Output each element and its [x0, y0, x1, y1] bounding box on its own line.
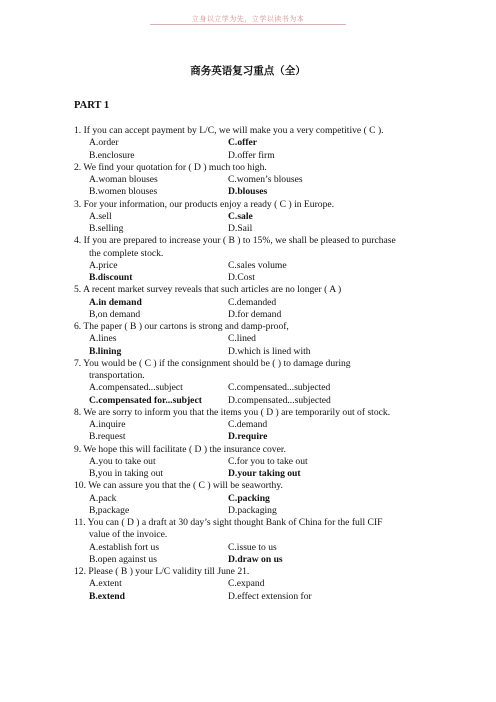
answer-option: B,package	[89, 504, 130, 516]
question-item	[74, 199, 434, 236]
question-text: 11. You can ( D ) a draft at 30 day’s sight thought Bank of China for the full CIF	[74, 517, 383, 528]
answer-option: D.which is lined with	[228, 345, 311, 357]
answer-options	[74, 211, 434, 236]
question-item	[74, 444, 434, 481]
question-text-continued: the complete stock.	[89, 247, 164, 259]
question-text: 8. We are sorry to inform you that the items you ( D ) are temporarily out of stock.	[74, 406, 391, 418]
answer-options	[74, 297, 434, 322]
option-row	[89, 297, 434, 309]
answer-option: B.request	[89, 431, 126, 443]
question-item	[74, 284, 434, 321]
answer-option: C.women’s blouses	[228, 174, 303, 185]
header-divider	[150, 24, 346, 25]
answer-option: C.for you to take out	[228, 455, 308, 467]
answer-option: A.you to take out	[89, 455, 156, 467]
option-row	[89, 223, 434, 235]
question-item	[74, 517, 434, 566]
question-text-continued: transportation.	[89, 370, 145, 381]
question-item	[74, 407, 434, 444]
answer-option: A.sell	[89, 210, 112, 222]
option-row	[89, 333, 434, 345]
question-text: 12. Please ( B ) your L/C validity till June 21.	[74, 566, 250, 577]
correct-answer-option: B.discount	[89, 272, 133, 283]
option-row	[89, 309, 434, 321]
question-item	[74, 162, 434, 199]
answer-option: D.for demand	[228, 308, 282, 320]
answer-option: C.lined	[228, 333, 256, 345]
answer-option: A.establish fort us	[89, 541, 160, 553]
answer-options	[74, 419, 434, 444]
answer-options	[74, 260, 434, 285]
answer-option: D.compensated...subjected	[228, 394, 331, 406]
question-text: 6. The paper ( B ) our cartons is strong and damp-proof,	[74, 321, 289, 332]
answer-options	[74, 542, 434, 567]
answer-option: B.selling	[89, 223, 124, 234]
answer-option: B.enclosure	[89, 149, 135, 161]
answer-option: C.expand	[228, 578, 265, 590]
answer-option: D.Cost	[228, 272, 255, 283]
answer-option: B,on demand	[89, 308, 141, 320]
option-row	[89, 382, 434, 394]
option-row	[89, 456, 434, 468]
answer-option: C.issue to us	[228, 541, 277, 553]
answer-option: B.open against us	[89, 553, 157, 565]
page-header-motto: 立身以立学为先，立学以读书为本	[191, 15, 305, 23]
answer-options	[74, 382, 434, 407]
answer-option: A.lines	[89, 333, 117, 345]
option-row	[89, 395, 434, 407]
question-text: 4. If you are prepared to increase your ( B ) to 15%, we shall be pleased to purchase	[74, 235, 396, 247]
answer-options	[74, 174, 434, 199]
option-row	[89, 542, 434, 554]
question-item	[74, 566, 434, 603]
option-row	[89, 578, 434, 590]
correct-answer-option: D.draw on us	[228, 553, 283, 565]
answer-option: A.woman blouses	[89, 174, 158, 185]
option-row	[89, 174, 434, 186]
question-text: 9. We hope this will facilitate ( D ) the insurance cover.	[74, 443, 286, 455]
option-row	[89, 505, 434, 517]
answer-option: D.offer firm	[228, 149, 275, 161]
answer-options	[74, 578, 434, 603]
option-row	[89, 468, 434, 480]
answer-option: B.women blouses	[89, 186, 158, 198]
option-row	[89, 137, 434, 149]
correct-answer-option: D.require	[228, 431, 268, 443]
option-row	[89, 150, 434, 162]
option-row	[89, 591, 434, 603]
document-title: 商务英语复习重点（全）	[190, 65, 306, 77]
question-item	[74, 125, 434, 162]
question-text-continued: value of the invoice.	[89, 529, 168, 541]
question-text: 2. We find your quotation for ( D ) much too high.	[74, 161, 267, 173]
correct-answer-option: D.your taking out	[228, 468, 301, 479]
question-text: 10. We can assure you that the ( C ) will be seaworthy.	[74, 480, 283, 492]
option-row	[89, 272, 434, 284]
answer-option: C.sales volume	[228, 259, 287, 271]
answer-option: D.Sail	[228, 223, 253, 234]
option-row	[89, 419, 434, 431]
option-row	[89, 493, 434, 505]
answer-options	[74, 333, 434, 358]
option-row	[89, 260, 434, 272]
question-text: 3. For your information, our products enjoy a ready ( C ) in Europe.	[74, 198, 335, 210]
question-text: 7. You would be ( C ) if the consignment should be ( ) to damage during	[74, 357, 351, 369]
answer-options	[74, 456, 434, 481]
correct-answer-option: B.lining	[89, 345, 122, 357]
option-row	[89, 211, 434, 223]
answer-option: B,you in taking out	[89, 468, 164, 479]
answer-option: A.inquire	[89, 419, 126, 430]
answer-option: C.compensated...subjected	[228, 382, 331, 394]
question-item	[74, 321, 434, 358]
correct-answer-option: B.extend	[89, 590, 125, 602]
correct-answer-option: A.in demand	[89, 296, 142, 308]
correct-answer-option: C.packing	[228, 492, 270, 504]
answer-option: A.order	[89, 137, 119, 149]
option-row	[89, 186, 434, 198]
option-row	[89, 431, 434, 443]
correct-answer-option: D.blouses	[228, 186, 268, 198]
answer-option: A.price	[89, 259, 118, 271]
answer-option: D.packaging	[228, 504, 277, 516]
correct-answer-option: C.offer	[228, 137, 258, 149]
answer-option: A.compensated...subject	[89, 382, 183, 394]
option-row	[89, 554, 434, 566]
answer-options	[74, 493, 434, 518]
question-item	[74, 358, 434, 407]
part-heading: PART 1	[74, 100, 110, 111]
question-list	[74, 125, 434, 603]
answer-option: A.pack	[89, 492, 117, 504]
question-item	[74, 235, 434, 284]
correct-answer-option: C.sale	[228, 210, 253, 222]
question-text: 5. A recent market survey reveals that such articles are no longer ( A )	[74, 284, 342, 296]
answer-option: D.effect extension for	[228, 590, 312, 602]
answer-options	[74, 137, 434, 162]
answer-option: C.demanded	[228, 296, 277, 308]
correct-answer-option: C.compensated for...subject	[89, 394, 202, 406]
option-row	[89, 346, 434, 358]
question-item	[74, 480, 434, 517]
answer-option: C.demand	[228, 419, 268, 430]
question-text: 1. If you can accept payment by L/C, we will make you a very competitive ( C ).	[74, 125, 384, 136]
answer-option: A.extent	[89, 578, 122, 590]
